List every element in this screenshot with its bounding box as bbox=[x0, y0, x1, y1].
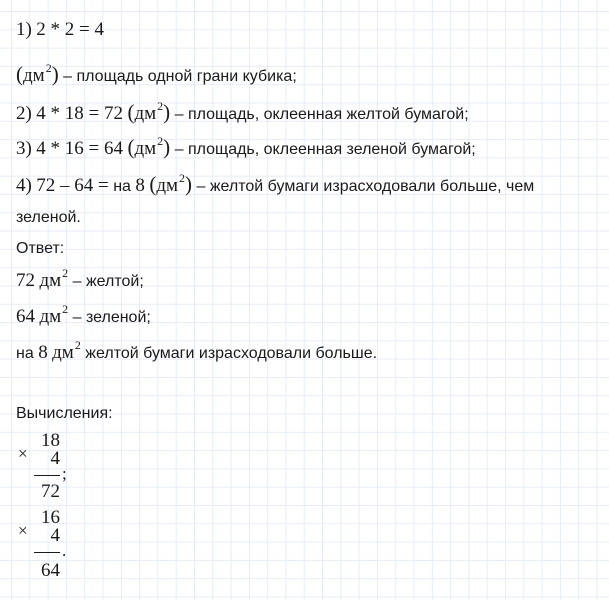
answer-line-1 bbox=[16, 266, 144, 292]
paren-close: ) bbox=[163, 100, 171, 124]
step-number: 1) bbox=[16, 19, 32, 40]
step-3 bbox=[16, 135, 476, 160]
step-text: – площадь, оклеенная желтой бумагой; bbox=[174, 106, 469, 123]
answer-prefix: на bbox=[16, 345, 34, 362]
paren-close: ) bbox=[185, 172, 193, 196]
unit: дм bbox=[134, 103, 157, 124]
paren-close: ) bbox=[51, 62, 59, 86]
exponent: 2 bbox=[157, 99, 164, 113]
unit: дм bbox=[52, 342, 74, 363]
step-text: – площадь одной грани кубика; bbox=[63, 68, 297, 85]
paren-open: ( bbox=[149, 172, 157, 196]
step-number: 4) bbox=[16, 175, 32, 196]
multiplier: 4 bbox=[50, 525, 60, 546]
exponent: 2 bbox=[179, 171, 186, 185]
product: 64 bbox=[41, 560, 60, 581]
exponent: 2 bbox=[62, 302, 69, 316]
unit: дм bbox=[39, 306, 62, 327]
exponent: 2 bbox=[157, 134, 164, 148]
answer-heading: Ответ: bbox=[16, 240, 65, 257]
step-value: 8 bbox=[135, 175, 145, 196]
answer-title bbox=[16, 240, 64, 258]
step-text: – желтой бумаги израсходовали больше, чем bbox=[196, 178, 535, 195]
multiply-icon: × bbox=[18, 521, 28, 540]
paren-open: ( bbox=[127, 135, 135, 159]
unit: дм bbox=[134, 138, 157, 159]
step-4-continuation bbox=[16, 209, 81, 227]
multiply-icon: × bbox=[18, 444, 28, 463]
unit: дм bbox=[156, 175, 179, 196]
unit: дм bbox=[39, 270, 62, 291]
paren-close: ) bbox=[163, 135, 171, 159]
multiplier: 4 bbox=[50, 448, 60, 469]
step-number: 3) bbox=[16, 138, 32, 159]
unit: дм bbox=[23, 65, 45, 86]
answer-line-2 bbox=[16, 302, 151, 328]
punctuation: . bbox=[62, 541, 67, 560]
exponent: 2 bbox=[74, 338, 81, 352]
answer-value: 8 bbox=[38, 342, 48, 363]
answer-line-3 bbox=[16, 338, 378, 364]
answer-value: 72 bbox=[16, 270, 35, 291]
product: 72 bbox=[41, 481, 60, 502]
multiplicand: 18 bbox=[41, 430, 60, 451]
multiplicand: 16 bbox=[41, 507, 60, 528]
answer-text: – зеленой; bbox=[72, 309, 151, 326]
step-expression: 4 * 18 = 72 bbox=[36, 103, 123, 124]
result-line bbox=[34, 475, 60, 476]
punctuation: ; bbox=[62, 464, 67, 483]
step-text: зеленой. bbox=[16, 209, 81, 226]
result-line bbox=[34, 552, 60, 553]
calculations-heading: Вычисления: bbox=[16, 405, 113, 422]
step-1-explanation bbox=[16, 62, 297, 87]
step-expression: 2 * 2 = 4 bbox=[36, 19, 104, 40]
step-word: на bbox=[113, 178, 131, 195]
step-4 bbox=[16, 172, 534, 197]
paren-open: ( bbox=[127, 100, 135, 124]
step-2 bbox=[16, 100, 469, 125]
answer-text: желтой бумаги израсходовали больше. bbox=[85, 345, 378, 362]
answer-value: 64 bbox=[16, 306, 35, 327]
exponent: 2 bbox=[45, 61, 52, 75]
calculations-title bbox=[16, 405, 113, 423]
step-number: 2) bbox=[16, 103, 32, 124]
paren-open: ( bbox=[16, 62, 23, 86]
step-1 bbox=[16, 19, 104, 41]
step-expression: 4 * 16 = 64 bbox=[36, 138, 123, 159]
answer-text: – желтой; bbox=[72, 273, 144, 290]
exponent: 2 bbox=[62, 266, 69, 280]
step-expression: 72 – 64 = bbox=[36, 175, 109, 196]
step-text: – площадь, оклеенная зеленой бумагой; bbox=[174, 141, 476, 158]
